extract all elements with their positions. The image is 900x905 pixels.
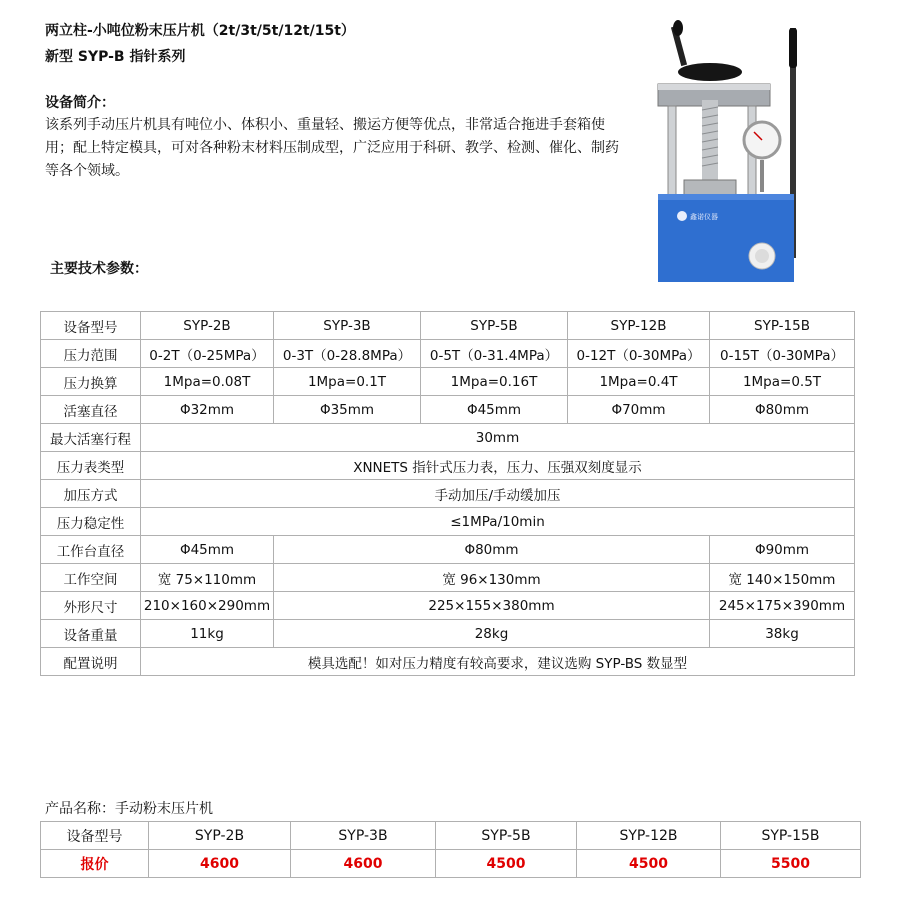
powder-press-machine-image — [650, 10, 810, 290]
spec-cell: Φ45mm — [141, 536, 274, 564]
spec-cell: Φ80mm — [710, 396, 855, 424]
spec-cell: SYP-5B — [421, 312, 568, 340]
spec-row — [41, 536, 855, 564]
price-table — [40, 821, 861, 878]
spec-cell: 38kg — [710, 620, 855, 648]
brand-label: 鑫诺仪器 — [690, 213, 718, 221]
price-header-row — [41, 822, 861, 850]
price-row-label: 报价 — [41, 850, 149, 878]
spec-cell: Φ70mm — [568, 396, 710, 424]
spec-row-label: 加压方式 — [41, 480, 141, 508]
product-name: 产品名称：手动粉末压片机 — [45, 801, 213, 817]
spec-cell-merged: 225×155×380mm — [274, 592, 710, 620]
spec-cell: 1Mpa=0.5T — [710, 368, 855, 396]
spec-row — [41, 424, 855, 452]
spec-row — [41, 340, 855, 368]
spec-row — [41, 508, 855, 536]
spec-cell: Φ32mm — [141, 396, 274, 424]
price-model-cell: SYP-2B — [149, 822, 291, 850]
spec-table — [40, 311, 855, 676]
spec-cell-merged: 宽 96×130mm — [274, 564, 710, 592]
price-cell: 4600 — [149, 850, 291, 878]
params-heading: 主要技术参数： — [50, 261, 148, 277]
machine-base — [658, 194, 794, 282]
spec-row-label: 最大活塞行程 — [41, 424, 141, 452]
product-title: 两立柱-小吨位粉末压片机（2t/3t/5t/12t/15t） — [45, 23, 355, 39]
spec-row — [41, 368, 855, 396]
spec-cell: 11kg — [141, 620, 274, 648]
product-subtitle: 新型 SYP-B 指针系列 — [45, 49, 186, 65]
spec-cell-merged: Φ80mm — [274, 536, 710, 564]
price-cell: 4500 — [577, 850, 721, 878]
spec-row-label: 配置说明 — [41, 648, 141, 676]
spec-cell: 0-2T（0-25MPa） — [141, 340, 274, 368]
spec-row — [41, 620, 855, 648]
spec-cell: 1Mpa=0.08T — [141, 368, 274, 396]
spec-cell-merged: 手动加压/手动缓加压 — [141, 480, 855, 508]
price-header-label: 设备型号 — [41, 822, 149, 850]
spec-row-label: 压力稳定性 — [41, 508, 141, 536]
spec-cell: SYP-15B — [710, 312, 855, 340]
price-model-cell: SYP-5B — [436, 822, 577, 850]
spec-cell-merged: 模具选配！如对压力精度有较高要求，建议选购 SYP-BS 数显型 — [141, 648, 855, 676]
spec-row-label: 外形尺寸 — [41, 592, 141, 620]
spec-cell: SYP-2B — [141, 312, 274, 340]
spec-row — [41, 396, 855, 424]
spec-row — [41, 564, 855, 592]
spec-row — [41, 592, 855, 620]
price-cell: 4500 — [436, 850, 577, 878]
spec-cell-merged: 30mm — [141, 424, 855, 452]
spec-cell: Φ90mm — [710, 536, 855, 564]
intro-heading: 设备简介： — [45, 95, 115, 111]
spec-cell: 245×175×390mm — [710, 592, 855, 620]
spec-cell: 1Mpa=0.1T — [274, 368, 421, 396]
spec-row-label: 压力换算 — [41, 368, 141, 396]
price-model-cell: SYP-3B — [291, 822, 436, 850]
spec-cell-merged: 28kg — [274, 620, 710, 648]
spec-row — [41, 648, 855, 676]
spec-cell: 0-5T（0-31.4MPa） — [421, 340, 568, 368]
spec-cell: 1Mpa=0.16T — [421, 368, 568, 396]
price-cell: 4600 — [291, 850, 436, 878]
spec-row-label: 压力表类型 — [41, 452, 141, 480]
spec-row-label: 设备重量 — [41, 620, 141, 648]
spec-cell: 0-15T（0-30MPa） — [710, 340, 855, 368]
spec-cell: SYP-12B — [568, 312, 710, 340]
spec-row — [41, 480, 855, 508]
intro-text: 该系列手动压片机具有吨位小、体积小、重量轻、搬运方便等优点，非常适合拖进手套箱使用；配上特定模具，可对各种粉末材料压制成型，广泛应用于科研、教学、检测、催化、制药等各个领域。 — [45, 117, 619, 179]
spec-row-label: 工作空间 — [41, 564, 141, 592]
spec-row-label: 压力范围 — [41, 340, 141, 368]
spec-cell: 宽 140×150mm — [710, 564, 855, 592]
price-model-cell: SYP-15B — [721, 822, 861, 850]
spec-cell: 宽 75×110mm — [141, 564, 274, 592]
spec-cell: SYP-3B — [274, 312, 421, 340]
spec-cell-merged: ≤1MPa/10min — [141, 508, 855, 536]
spec-cell: Φ45mm — [421, 396, 568, 424]
spec-row — [41, 452, 855, 480]
spec-cell-merged: XNNETS 指针式压力表，压力、压强双刻度显示 — [141, 452, 855, 480]
price-cell: 5500 — [721, 850, 861, 878]
price-row — [41, 850, 861, 878]
spec-row — [41, 312, 855, 340]
spec-cell: Φ35mm — [274, 396, 421, 424]
spec-cell: 1Mpa=0.4T — [568, 368, 710, 396]
price-model-cell: SYP-12B — [577, 822, 721, 850]
spec-row-label: 设备型号 — [41, 312, 141, 340]
spec-row-label: 活塞直径 — [41, 396, 141, 424]
spec-row-label: 工作台直径 — [41, 536, 141, 564]
spec-cell: 210×160×290mm — [141, 592, 274, 620]
spec-cell: 0-3T（0-28.8MPa） — [274, 340, 421, 368]
spec-cell: 0-12T（0-30MPa） — [568, 340, 710, 368]
